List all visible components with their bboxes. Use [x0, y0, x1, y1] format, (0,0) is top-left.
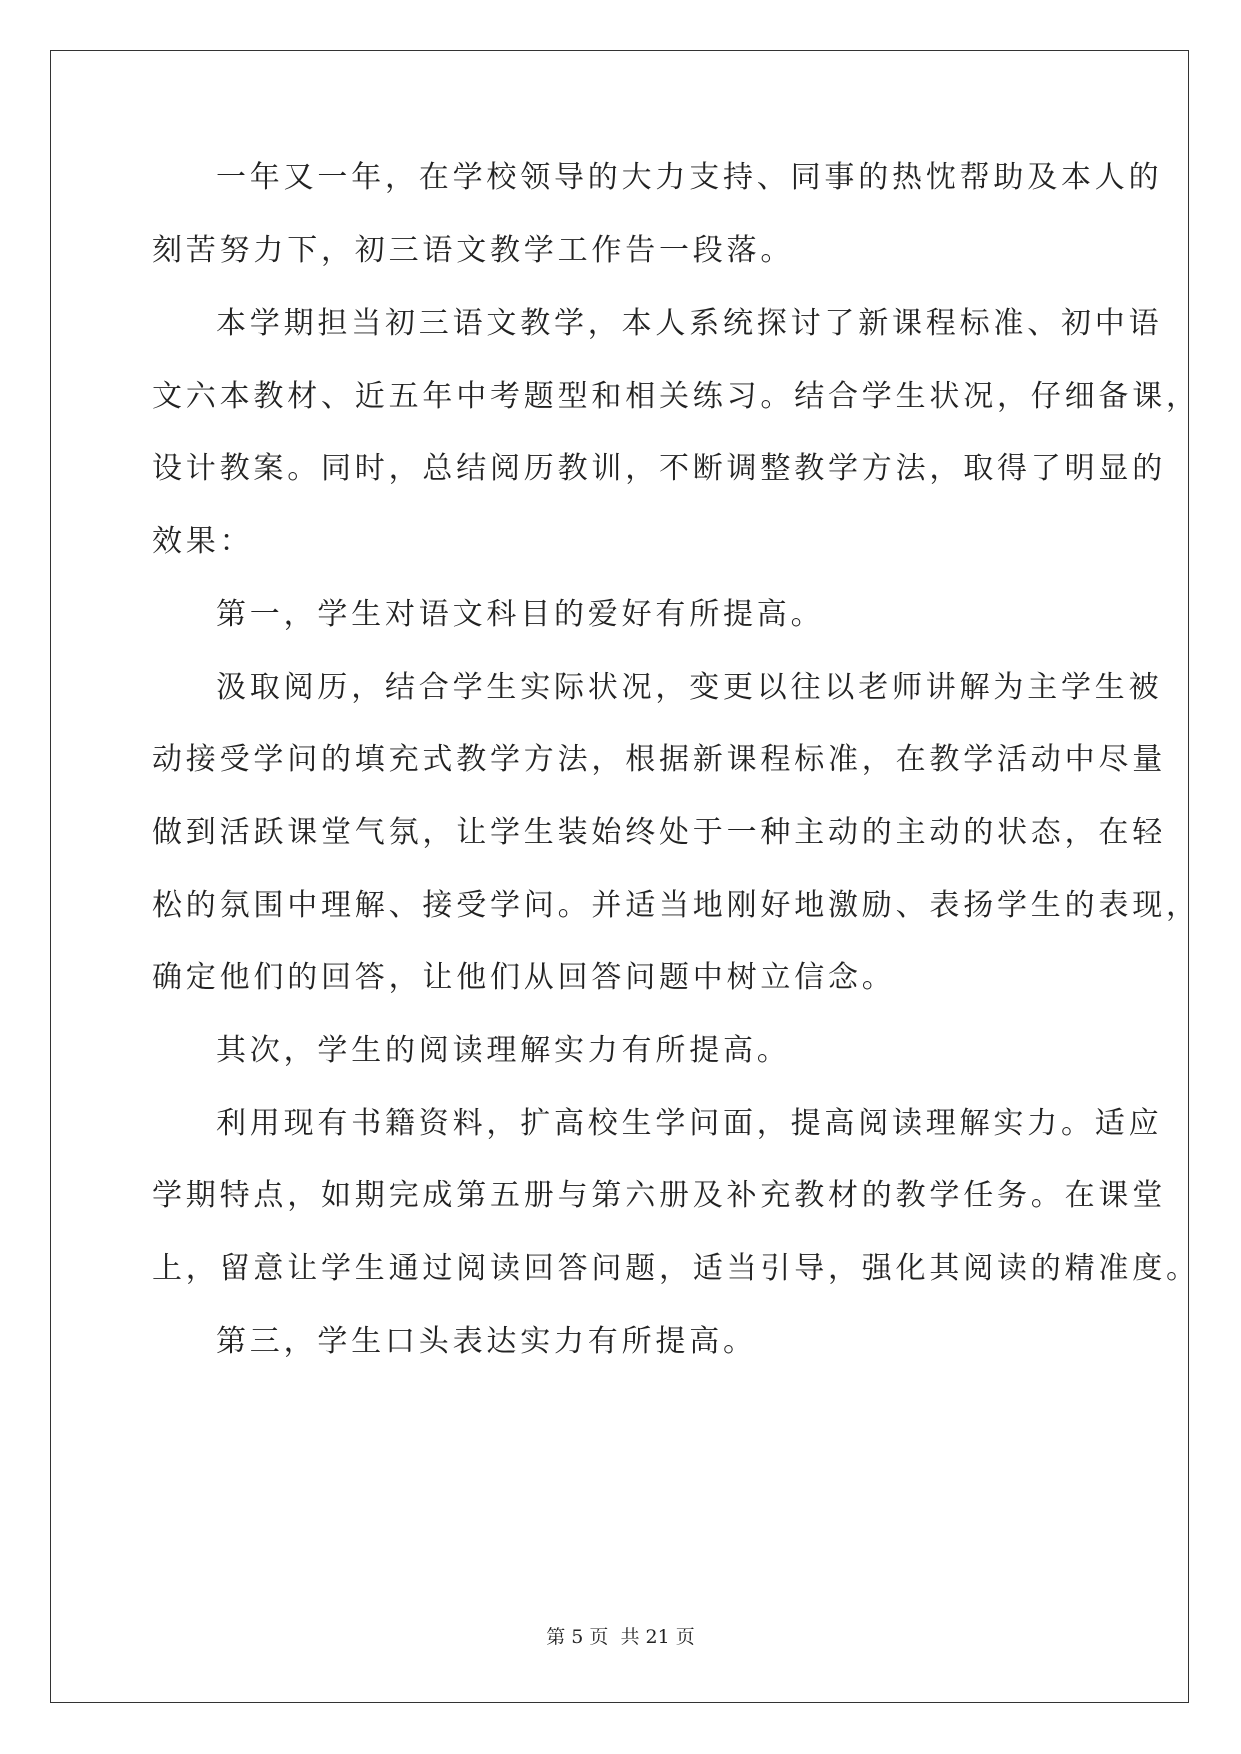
- page-footer: [0, 1622, 1241, 1649]
- paragraph-2-line-1: 本学期担当初三语文教学，本人系统探讨了新课程标准、初中语: [216, 306, 1163, 341]
- paragraph-4-line-4: 松的氛围中理解、接受学问。并适当地刚好地激励、表扬学生的表现，: [152, 888, 1200, 923]
- paragraph-7-line-1: 第三，学生口头表达实力有所提高。: [216, 1324, 757, 1359]
- page-frame: [50, 50, 1189, 1703]
- paragraph-5-line-1: 其次，学生的阅读理解实力有所提高。: [216, 1033, 791, 1068]
- paragraph-2-line-4: 效果：: [152, 524, 254, 559]
- paragraph-2-line-2: 文六本教材、近五年中考题型和相关练习。结合学生状况，仔细备课，: [152, 379, 1200, 414]
- paragraph-4-line-1: 汲取阅历，结合学生实际状况，变更以往以老师讲解为主学生被: [216, 670, 1163, 705]
- paragraph-1-line-2: 刻苦努力下，初三语文教学工作告一段落。: [152, 233, 795, 268]
- paragraph-6-line-2: 学期特点，如期完成第五册与第六册及补充教材的教学任务。在课堂: [152, 1178, 1166, 1213]
- paragraph-6-line-1: 利用现有书籍资料，扩高校生学问面，提高阅读理解实力。适应: [216, 1106, 1163, 1141]
- paragraph-6-line-3: 上，留意让学生通过阅读回答问题，适当引导，强化其阅读的精准度。: [152, 1251, 1200, 1286]
- total-pages: 共 21 页: [620, 1626, 695, 1648]
- paragraph-4-line-5: 确定他们的回答，让他们从回答问题中树立信念。: [152, 960, 896, 995]
- paragraph-4-line-2: 动接受学问的填充式教学方法，根据新课程标准，在教学活动中尽量: [152, 742, 1166, 777]
- paragraph-2-line-3: 设计教案。同时，总结阅历教训，不断调整教学方法，取得了明显的: [152, 451, 1166, 486]
- paragraph-4-line-3: 做到活跃课堂气氛，让学生装始终处于一种主动的主动的状态，在轻: [152, 815, 1166, 850]
- paragraph-3-line-1: 第一，学生对语文科目的爱好有所提高。: [216, 597, 825, 632]
- page-number: 第 5 页: [546, 1626, 609, 1648]
- paragraph-1-line-1: 一年又一年，在学校领导的大力支持、同事的热忱帮助及本人的: [216, 160, 1163, 195]
